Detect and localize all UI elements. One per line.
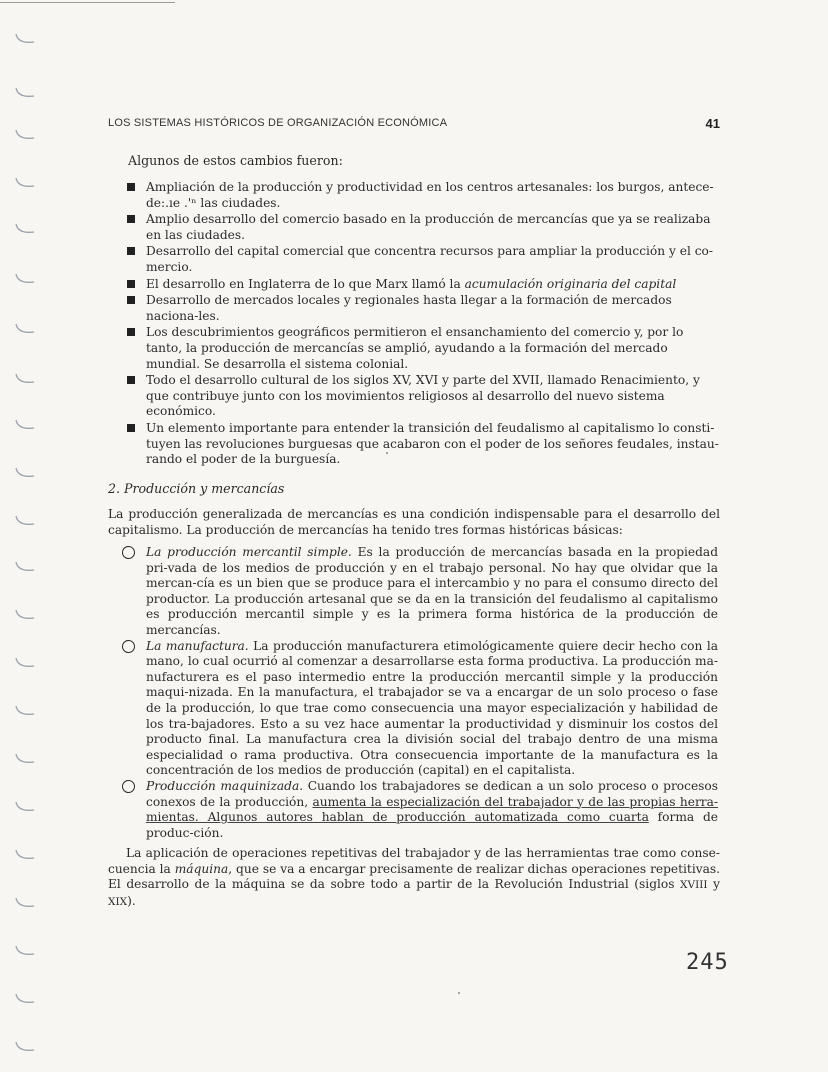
scan-speck xyxy=(386,452,388,454)
square-bullet-icon xyxy=(127,247,135,255)
page-stamp-number: 245 xyxy=(686,950,729,975)
square-bullet-icon xyxy=(127,424,135,432)
binder-ring-mark xyxy=(14,268,36,290)
binder-ring-mark xyxy=(14,318,36,340)
intro-text: Algunos de estos cambios fueron: xyxy=(128,153,343,168)
binder-ring-mark xyxy=(14,82,36,104)
square-bullet-icon xyxy=(127,296,135,304)
circle-bullet-icon xyxy=(122,546,135,559)
binder-ring-mark xyxy=(14,748,36,770)
square-bullet-icon xyxy=(127,328,135,336)
section-title: 2. Producción y mercancías xyxy=(108,481,285,496)
list-item: La producción mercantil simple. Es la producción de mercancías basada en la propiedad pri-vada de los medios de producción y en el trabajo personal. No hay que olvidar que la mercan-cía es un bien que se produce para el intercambio y no para el consumo directo del productor. La producción artesanal que se da en la transición del feudalismo al capitalismo es producción mercantil simple y es la primera forma histórica de la producción de mercancías. xyxy=(122,545,718,639)
list-item: Un elemento importante para entender la transición del feudalismo al capitalismo lo consti-tuyen las revoluciones burguesas que acabaron con el poder de los señores feudales, instau-rando el poder de la burguesía. xyxy=(126,421,720,468)
scan-speck xyxy=(458,992,460,994)
list-item: Amplio desarrollo del comercio basado en la producción de mercancías que ya se realizaba en las ciudades. xyxy=(126,212,720,243)
item-term: Producción maquinizada. xyxy=(146,778,304,793)
forms-list xyxy=(122,545,718,841)
square-bullet-icon xyxy=(127,215,135,223)
binder-ring-mark xyxy=(14,28,36,50)
binder-ring-mark xyxy=(14,1036,36,1058)
binder-ring-mark xyxy=(14,124,36,146)
list-item: La manufactura. La producción manufacturera etimológicamente quiere decir hecho con la mano, lo cual ocurrió al comenzar a desarrollarse esta forma productiva. La producción ma-nufacturera es el paso intermedio entre la producción mercantil simple y la producción maqui-nizada. En la manufactura, el trabajador se va a encargar de un solo proceso o fase de la producción, lo que trae como consecuencia una mayor especialización y habilidad de los tra-bajadores. Esto a su vez hace aumentar la productividad y disminuir los costos del producto final. La manufactura crea la división social del trabajo dentro de una misma especialidad o rama productiva. Otra consecuencia importante de la manufactura es la concentración de los medios de producción (capital) en el capitalista. xyxy=(122,639,718,779)
binder-ring-mark xyxy=(14,414,36,436)
italic-term: máquina xyxy=(174,861,229,876)
handwritten-underline: aumenta la especialización del trabajador y de las propias herra-mientas. Algunos autores hablan de producción automatizada como cuarta xyxy=(146,794,719,825)
page-number: 41 xyxy=(705,116,720,131)
top-edge-rule xyxy=(0,2,175,3)
binder-ring-mark xyxy=(14,844,36,866)
closing-paragraph: La aplicación de operaciones repetitivas del trabajador y de las herramientas trae como conse-cuencia la máquina, que se va a encargar precisamente de realizar dichas operaciones repetitivas. El desarrollo de la máquina se da sobre todo a partir de la Revolución Industrial (siglos XVIII y XIX). xyxy=(108,846,720,908)
binder-ring-mark xyxy=(14,462,36,484)
running-header xyxy=(108,117,720,137)
square-bullet-icon xyxy=(127,183,135,191)
list-item: Desarrollo de mercados locales y regionales hasta llegar a la formación de mercados naciona-les. xyxy=(126,293,720,324)
list-item: Producción maquinizada. Cuando los trabajadores se dedican a un solo proceso o procesos conexos de la producción, aumenta la especialización del trabajador y de las propias herra-mientas. Algunos autores hablan de producción automatizada como cuarta forma de produc-ción. xyxy=(122,779,718,841)
square-bullet-icon xyxy=(127,280,135,288)
binder-ring-mark xyxy=(14,368,36,390)
changes-list xyxy=(126,180,720,469)
binder-ring-mark xyxy=(14,796,36,818)
binder-ring-mark xyxy=(14,892,36,914)
list-item: Los descubrimientos geográficos permitieron el ensanchamiento del comercio y, por lo tanto, la producción de mercancías se amplió, ayudando a la formación del mercado mundial. Se desarrolla el sistema colonial. xyxy=(126,325,720,372)
binder-ring-mark xyxy=(14,218,36,240)
list-item: Ampliación de la producción y productividad en los centros artesanales: los burgos, antece-de:.ıe .'ⁿ las ciudades. xyxy=(126,180,720,211)
binder-ring-mark xyxy=(14,988,36,1010)
item-term: La manufactura. xyxy=(146,638,249,653)
list-item: Desarrollo del capital comercial que concentra recursos para ampliar la producción y el co-mercio. xyxy=(126,244,720,275)
circle-bullet-icon xyxy=(122,640,135,653)
item-term: La producción mercantil simple. xyxy=(146,545,352,559)
circle-bullet-icon xyxy=(122,780,135,793)
list-item: El desarrollo en Inglaterra de lo que Marx llamó la acumulación originaria del capital xyxy=(126,277,720,293)
binder-ring-mark xyxy=(14,556,36,578)
section-paragraph: La producción generalizada de mercancías es una condición indispensable para el desarrollo del capitalismo. La producción de mercancías ha tenido tres formas históricas básicas: xyxy=(108,507,720,537)
binder-ring-mark xyxy=(14,604,36,626)
binder-ring-mark xyxy=(14,172,36,194)
binder-ring-mark xyxy=(14,700,36,722)
binder-ring-mark xyxy=(14,652,36,674)
running-title: LOS SISTEMAS HISTÓRICOS DE ORGANIZACIÓN ECONÓMICA xyxy=(108,117,448,129)
binder-ring-mark xyxy=(14,510,36,532)
square-bullet-icon xyxy=(127,376,135,384)
binder-ring-mark xyxy=(14,940,36,962)
italic-term: acumulación originaria del capital xyxy=(464,276,677,291)
list-item: Todo el desarrollo cultural de los siglos XV, XVI y parte del XVII, llamado Renacimiento, y que contribuye junto con los movimientos religiosos al desarrollo del nuevo sistema económico. xyxy=(126,373,720,420)
